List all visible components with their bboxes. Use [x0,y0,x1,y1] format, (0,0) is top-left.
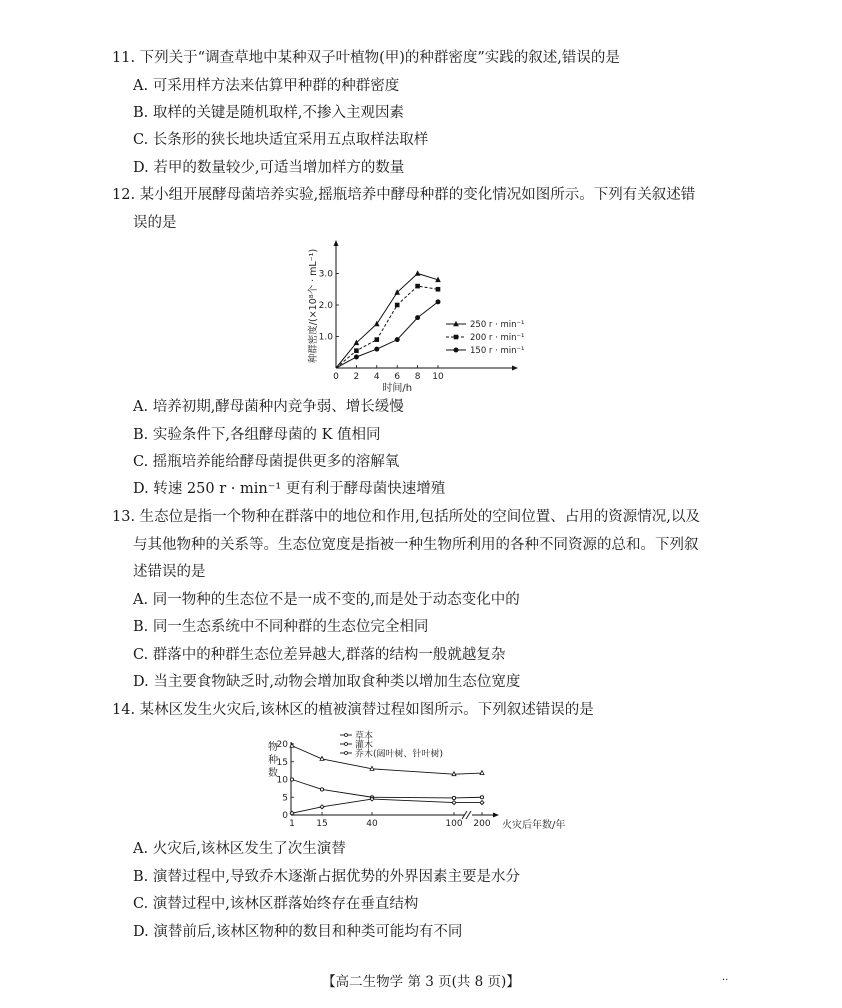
question-13-stem: 13. 生态位是指一个物种在群落中的地位和作用,包括所处的空间位置、占用的资源情况,以及 [112,509,700,525]
y-tick-label: 0 [282,811,288,821]
corner-mark: ·· [722,975,729,986]
data-point [395,337,400,342]
question-13-option-d: D. 当主要食物缺乏时,动物会增加取食种类以增加生态位宽度 [133,674,521,690]
legend-marker-1 [345,743,348,746]
question-13-stem-cont-1: 与其他物种的关系等。生态位宽度是指被一种生物所利用的各种不同资源的总和。下列叙 [133,537,699,553]
x-axis-label: 时间/h [382,383,413,394]
question-12-stem-cont: 误的是 [133,215,177,231]
data-point [415,270,421,276]
x-tick-label: 100 [445,819,463,829]
question-11-stem: 11. 下列关于“调查草地中某种双子叶植物(甲)的种群密度”实践的叙述,错误的是 [112,50,620,66]
question-13-option-b: B. 同一生态系统中不同种群的生态位完全相同 [133,619,429,635]
question-11-option-c: C. 长条形的狭长地块适宜采用五点取样法取样 [133,132,429,148]
page-footer: 【高二生物学 第 3 页(共 8 页)】 [322,974,520,990]
legend-marker-0 [345,734,348,737]
data-point [415,315,420,320]
data-point [452,801,456,805]
y-tick-label: 5 [282,793,288,804]
question-13-option-c: C. 群落中的种群生态位差异越大,群落的结构一般就越复杂 [133,647,506,663]
question-13-stem-cont-2: 述错误的是 [133,564,206,580]
x-tick-label: 8 [414,372,421,382]
question-12-option-a: A. 培养初期,酵母菌种内竞争弱、增长缓慢 [133,399,404,415]
question-14-option-d: D. 演替前后,该林区物种的数目和种类可能均有不同 [133,924,463,940]
data-point [290,778,293,781]
data-point [395,303,400,308]
data-point [375,337,380,342]
data-point [480,771,484,775]
legend-label-2: 乔木(阔叶树、针叶树) [355,749,444,760]
question-11-option-a: A. 可采用样方法来估算甲种群的种群密度 [133,78,400,94]
x-axis-arrow [493,813,499,818]
data-point [452,772,456,776]
data-point [436,287,441,292]
data-point [374,347,379,352]
data-point [436,299,441,304]
legend-marker-2 [345,752,348,755]
data-point [415,284,420,289]
y-tick-label: 10 [276,775,288,786]
data-point [452,796,455,799]
x-tick-label: 10 [432,372,444,382]
y-tick-label: 15 [276,757,288,768]
data-point [480,801,484,805]
succession-chart [255,726,595,838]
question-14-option-b: B. 演替过程中,导致乔木逐渐占据优势的外界因素主要是水分 [133,869,520,885]
x-axis-label: 火灾后年数/年 [502,820,566,831]
legend-label-0: 草本 [355,731,374,742]
y-tick-label: 3.0 [318,269,333,280]
data-point [480,796,483,799]
data-point [370,766,374,770]
question-12-option-b: B. 实验条件下,各组酵母菌的 K 值相同 [133,427,381,443]
data-point [320,805,324,809]
legend-label-0: 250 r · min⁻¹ [470,320,525,330]
question-14-option-c: C. 演替过程中,该林区群落始终存在垂直结构 [133,896,419,912]
y-axis-arrow [334,240,339,246]
data-point [354,354,359,359]
question-13-option-a: A. 同一物种的生态位不是一成不变的,而是处于动态变化中的 [133,592,520,608]
series-line-0 [336,274,438,369]
y-tick-label: 2.0 [318,301,333,311]
data-point [320,756,324,760]
y-axis-label: 种群密度/(×10⁸个 · mL⁻¹) [308,248,319,364]
question-12-option-d: D. 转速 250 r · min⁻¹ 更有利于酵母菌快速增殖 [133,481,446,497]
y-tick-label: 1.0 [318,332,333,343]
y-axis-label: 物种数 [268,742,278,779]
legend-label-1: 灌木 [355,740,374,751]
x-tick-label: 4 [373,372,380,382]
legend-label-2: 150 r · min⁻¹ [470,346,525,356]
x-tick-label: 40 [366,819,378,829]
question-12-stem: 12. 某小组开展酵母菌培养实验,摇瓶培养中酵母种群的变化情况如图所示。下列有关叙述错 [112,187,696,203]
x-tick-label: 1 [289,819,295,829]
question-11-option-b: B. 取样的关键是随机取样,不掺入主观因素 [133,105,404,121]
question-14-option-a: A. 火灾后,该林区发生了次生演替 [133,841,346,857]
data-point [354,348,359,353]
data-point [320,788,323,791]
x-tick-label: 15 [316,819,328,829]
legend-label-1: 200 r · min⁻¹ [470,333,525,343]
x-tick-label: 2 [353,372,360,382]
question-12-option-c: C. 摇瓶培养能给酵母菌提供更多的溶解氧 [133,454,400,470]
x-tick-label: 0 [333,372,339,382]
question-14-stem: 14. 某林区发生火灾后,该林区的植被演替过程如图所示。下列叙述错误的是 [112,702,594,718]
yeast-growth-chart [300,238,540,394]
question-11-option-d: D. 若甲的数量较少,可适当增加样方的数量 [133,160,405,176]
series-line-2 [336,302,438,368]
x-axis-arrow [512,366,518,371]
x-tick-label: 6 [394,372,401,382]
y-tick-label: 20 [276,740,288,750]
legend-marker-1 [454,335,459,340]
x-tick-label: 200 [473,819,491,829]
series-line-1 [336,286,438,368]
legend-marker-2 [454,348,459,353]
